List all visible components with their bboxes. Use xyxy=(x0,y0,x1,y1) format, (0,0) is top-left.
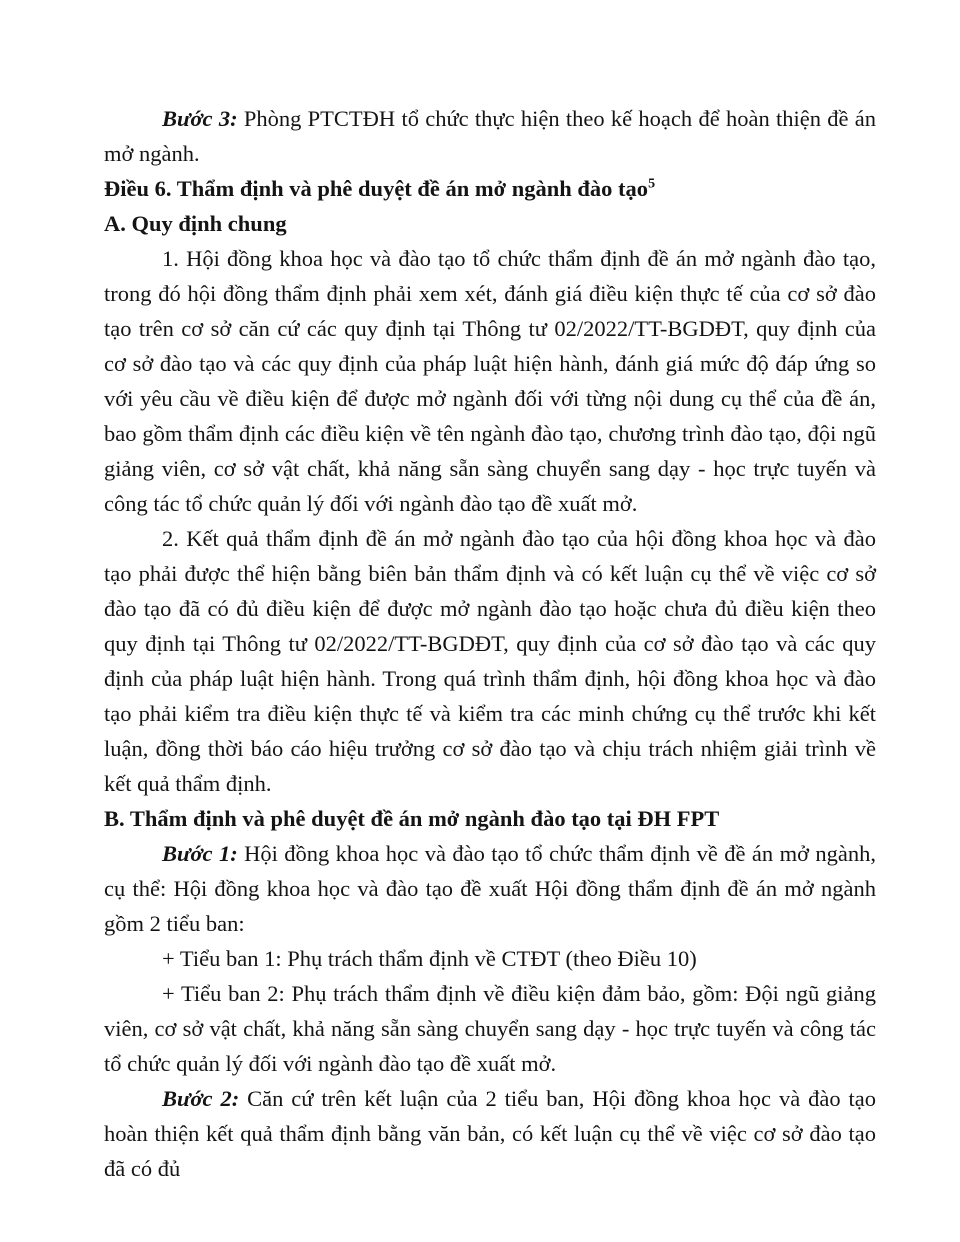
footnote-marker: 5 xyxy=(648,176,656,192)
list-item-tieu-ban-1: + Tiểu ban 1: Phụ trách thẩm định về CTĐT (theo Điều 10) xyxy=(162,946,697,971)
step-3-text: Phòng PTCTĐH tổ chức thực hiện theo kế hoạch để hoàn thiện đề án mở ngành. xyxy=(104,106,876,166)
paragraph-buoc-3 xyxy=(104,101,876,171)
paragraph-1: 1. Hội đồng khoa học và đào tạo tổ chức thẩm định đề án mở ngành đào tạo, trong đó hội đồng thẩm định phải xem xét, đánh giá điều kiện thực tế của cơ sở đào tạo trên cơ sở căn cứ các quy định tại Thông tư 02/2022/TT-BGDĐT, quy định của cơ sở đào tạo và các quy định của pháp luật hiện hành, đánh giá mức độ đáp ứng so với yêu cầu về điều kiện để được mở ngành đối với từng nội dung cụ thể của đề án, bao gồm thẩm định các điều kiện về tên ngành đào tạo, chương trình đào tạo, đội ngũ giảng viên, cơ sở vật chất, khả năng sẵn sàng chuyển sang dạy - học trực tuyến và công tác tổ chức quản lý đối với ngành đào tạo đề xuất mở. xyxy=(104,246,876,516)
list-item-tieu-ban-2: + Tiểu ban 2: Phụ trách thẩm định về điều kiện đảm bảo, gồm: Đội ngũ giảng viên, cơ sở vật chất, khả năng sẵn sàng chuyển sang dạy - học trực tuyến và công tác tổ chức quản lý đối với ngành đào tạo đề xuất mở. xyxy=(104,981,876,1076)
heading-dieu-6-text: Điều 6. Thẩm định và phê duyệt đề án mở ngành đào tạo xyxy=(104,176,649,201)
paragraph-2: 2. Kết quả thẩm định đề án mở ngành đào tạo của hội đồng khoa học và đào tạo phải được thể hiện bằng biên bản thẩm định và có kết luận cụ thể về việc cơ sở đào tạo đã có đủ điều kiện để được mở ngành đào tạo hoặc chưa đủ điều kiện theo quy định tại Thông tư 02/2022/TT-BGDĐT, quy định của cơ sở đào tạo và các quy định của pháp luật hiện hành. Trong quá trình thẩm định, hội đồng khoa học và đào tạo phải kiểm tra điều kiện thực tế và kiểm tra các minh chứng cụ thể trước khi kết luận, đồng thời báo cáo hiệu trưởng cơ sở đào tạo và chịu trách nhiệm giải trình về kết quả thẩm định. xyxy=(104,526,876,796)
step-2-label: Bước 2: xyxy=(162,1086,248,1111)
step-2-text: Căn cứ trên kết luận của 2 tiểu ban, Hội đồng khoa học và đào tạo hoàn thiện kết quả thẩm định bằng văn bản, có kết luận cụ thể về việc cơ sở đào tạo đã có đủ xyxy=(104,1086,876,1181)
paragraph-buoc-1 xyxy=(104,836,876,941)
heading-section-b: B. Thẩm định và phê duyệt đề án mở ngành đào tạo tại ĐH FPT xyxy=(104,806,720,831)
text-block xyxy=(104,101,876,1186)
step-1-label: Bước 1: xyxy=(162,841,245,866)
heading-section-a: A. Quy định chung xyxy=(104,211,287,236)
step-1-text: Hội đồng khoa học và đào tạo tổ chức thẩm định về đề án mở ngành, cụ thể: Hội đồng khoa học và đào tạo đề xuất Hội đồng thẩm định đề án mở ngành gồm 2 tiểu ban: xyxy=(104,841,876,936)
heading-dieu-6 xyxy=(104,171,876,206)
step-3-label: Bước 3: xyxy=(162,106,244,131)
paragraph-buoc-2 xyxy=(104,1081,876,1186)
